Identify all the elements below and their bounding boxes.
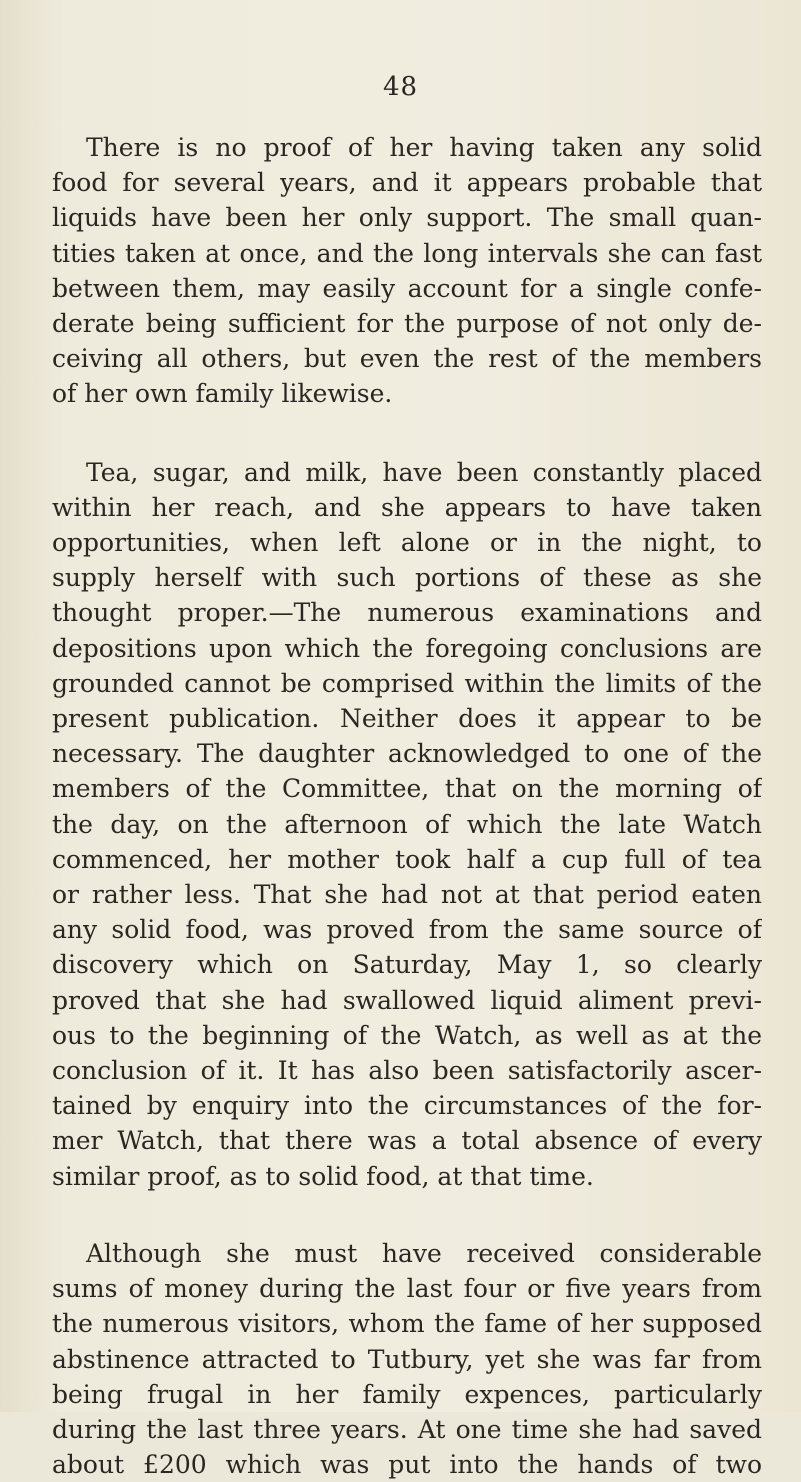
paragraph-3	[52, 1236, 762, 1482]
text-line: similar proof, as to solid food, at that time.	[52, 1161, 594, 1191]
text-line: members of the Committee, that on the morning of	[52, 774, 762, 804]
text-line: ceiving all others, but even the rest of the members	[52, 344, 762, 374]
text-line: derate being sufficient for the purpose of not only de-	[52, 309, 762, 339]
paragraph-1	[52, 130, 762, 412]
text-line: commenced, her mother took half a cup full of tea	[52, 844, 762, 874]
text-line: necessary. The daughter acknowledged to one of the	[52, 739, 762, 769]
text-line: grounded cannot be comprised within the limits of the	[52, 668, 762, 698]
text-line: tities taken at once, and the long intervals she can fast	[52, 238, 762, 268]
text-line: ous to the beginning of the Watch, as well as at the	[52, 1020, 762, 1050]
text-line: or rather less. That she had not at that period eaten	[52, 880, 762, 910]
text-line: of her own family likewise.	[52, 379, 393, 409]
text-line: abstinence attracted to Tutbury, yet she was far from	[52, 1344, 762, 1374]
text-line: present publication. Neither does it appear to be	[52, 704, 762, 734]
text-line: supply herself with such portions of these as she	[52, 563, 762, 593]
text-line: Although she must have received considerable	[86, 1238, 762, 1268]
text-line: mer Watch, that there was a total absence of every	[52, 1126, 762, 1156]
page-number: 48	[382, 72, 419, 102]
text-line: between them, may easily account for a single confe-	[52, 273, 762, 303]
text-line: opportunities, when left alone or in the night, to	[52, 528, 762, 558]
text-line: within her reach, and she appears to have taken	[52, 492, 762, 522]
paragraph-2	[52, 455, 762, 1194]
text-line: conclusion of it. It has also been satisfactorily ascer-	[52, 1056, 762, 1086]
text-line: sums of money during the last four or five years from	[52, 1274, 762, 1304]
text-line: food for several years, and it appears probable that	[52, 168, 762, 198]
text-line: liquids have been her only support. The small quan-	[52, 203, 762, 233]
text-line: proved that she had swallowed liquid aliment previ-	[52, 985, 762, 1015]
text-line: about £200 which was put into the hands of two	[52, 1450, 762, 1480]
text-line: There is no proof of her having taken any solid	[86, 133, 762, 162]
text-line: tained by enquiry into the circumstances of the for-	[52, 1091, 762, 1121]
text-line: thought proper.—The numerous examinations and	[52, 598, 762, 628]
text-line: the day, on the afternoon of which the late Watch	[52, 809, 762, 839]
body-text	[52, 130, 762, 1482]
text-line: the numerous visitors, whom the fame of her supposed	[52, 1309, 762, 1339]
text-line: being frugal in her family expences, particularly	[52, 1379, 762, 1409]
text-line: any solid food, was proved from the same source of	[52, 915, 762, 945]
text-line: depositions upon which the foregoing conclusions are	[52, 633, 762, 663]
text-line: during the last three years. At one time she had saved	[52, 1414, 762, 1444]
text-line: Tea, sugar, and milk, have been constantly placed	[86, 457, 762, 487]
text-line: discovery which on Saturday, May 1, so clearly	[52, 950, 762, 980]
